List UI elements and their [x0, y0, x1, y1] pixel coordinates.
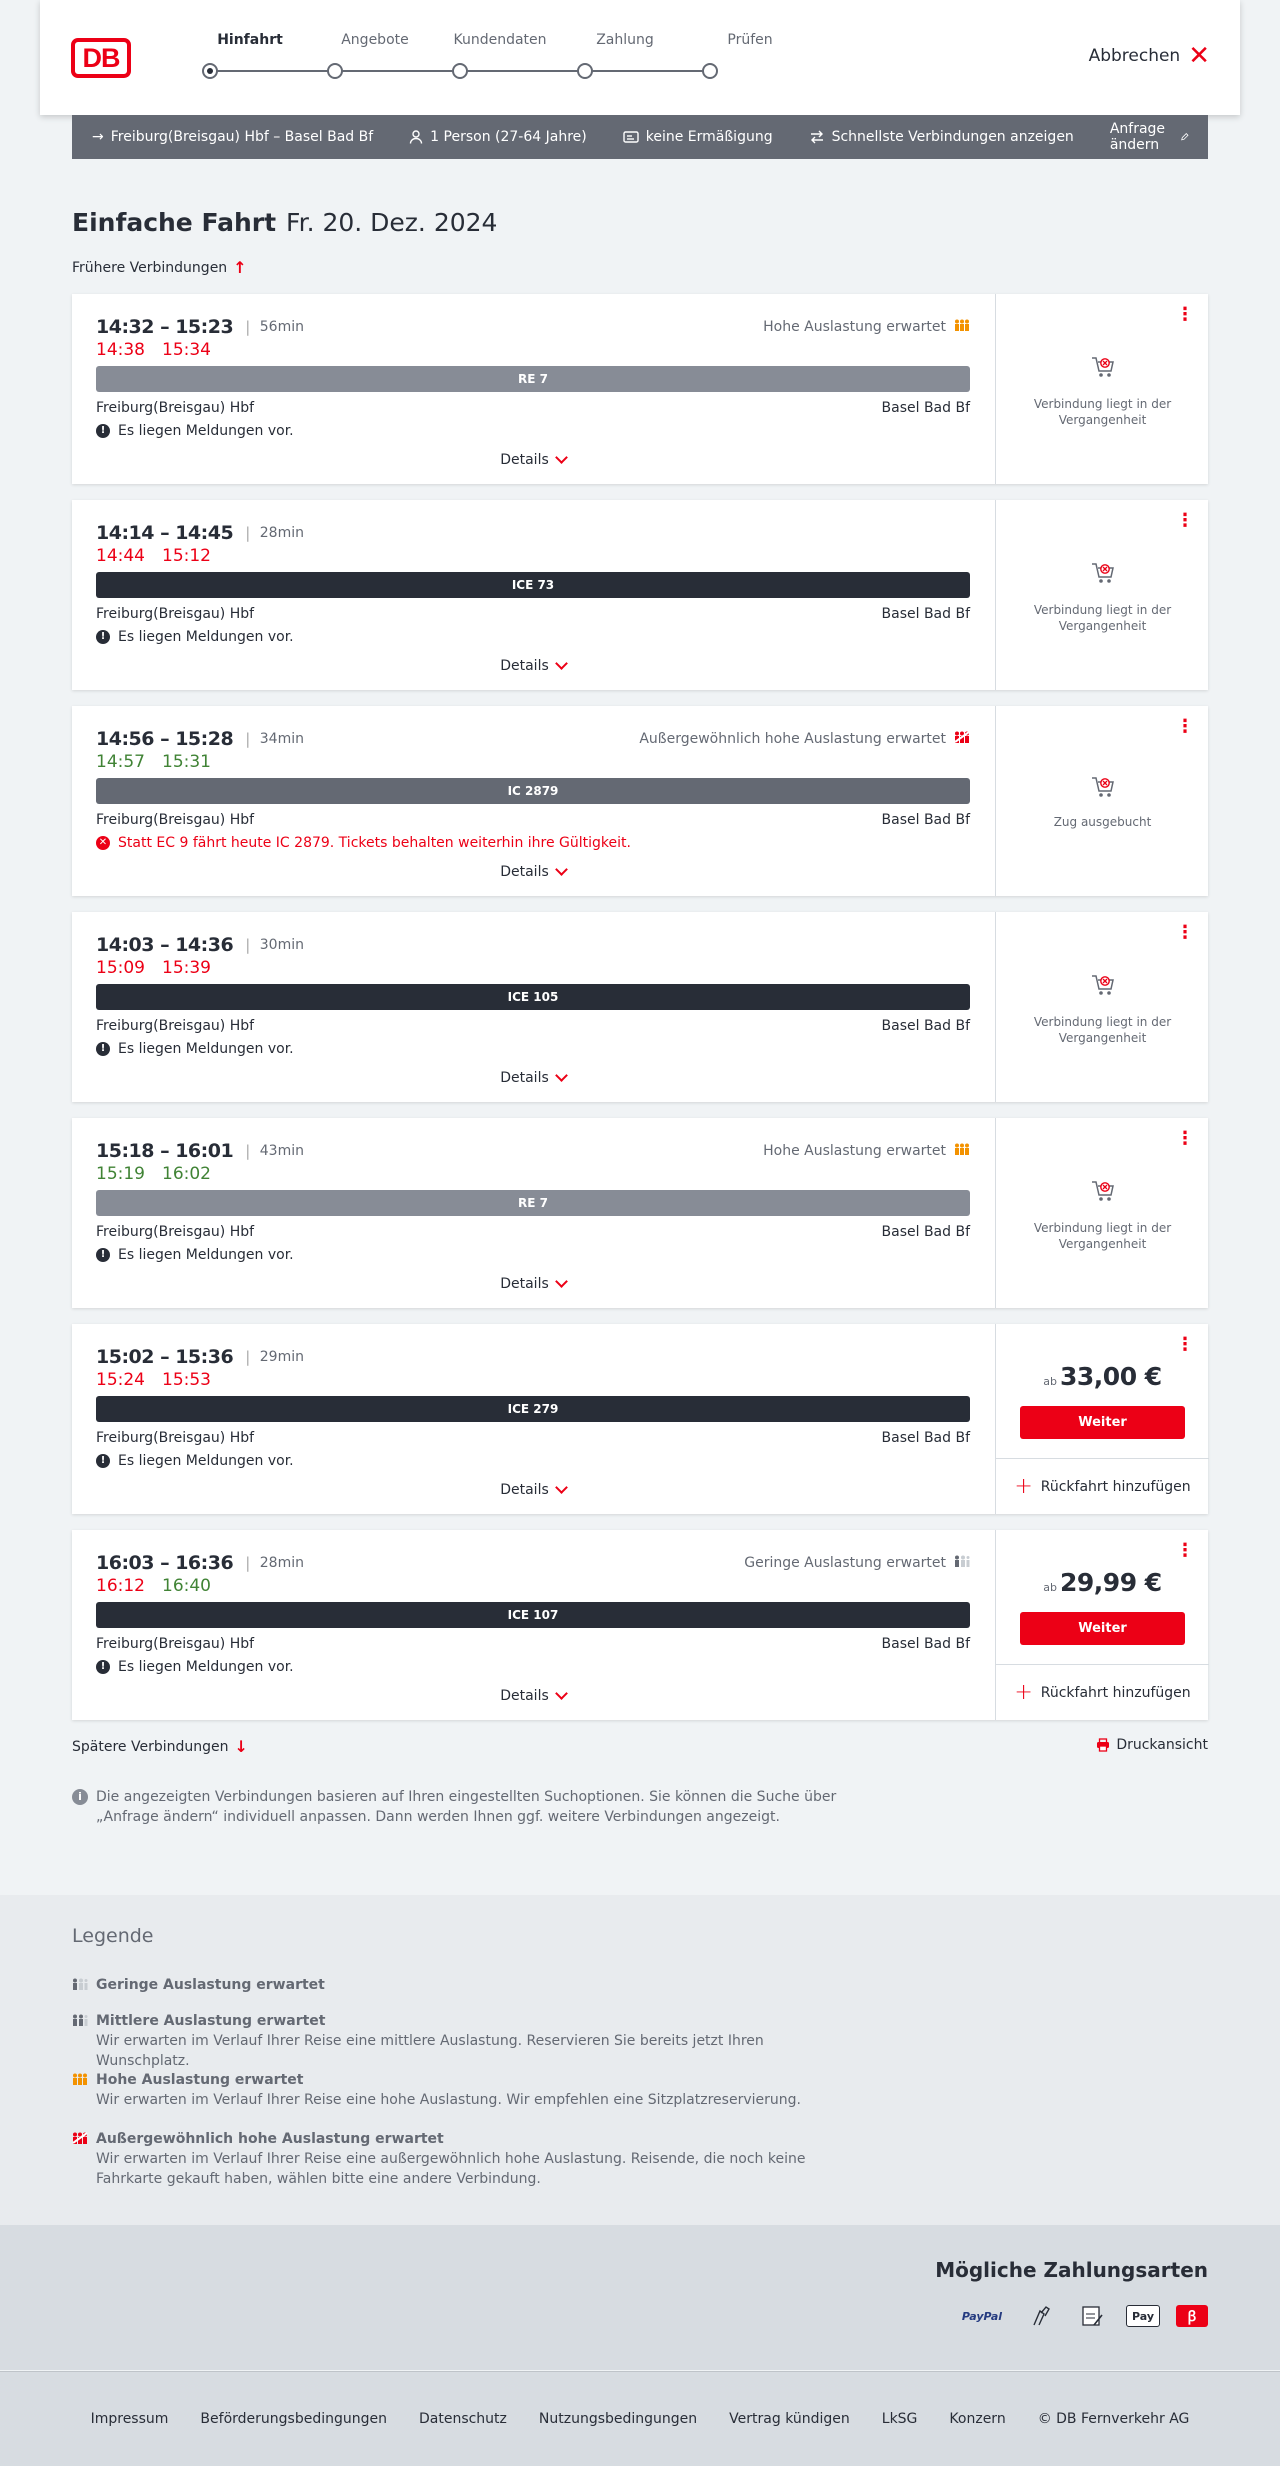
connection-times [96, 1552, 304, 1574]
legend-item-medium [72, 2011, 832, 2071]
connection-details [72, 500, 994, 690]
connection-times [96, 1346, 304, 1368]
details-label: Details [500, 864, 549, 880]
notice-message [96, 1247, 294, 1263]
message-text: Es liegen Meldungen vor. [118, 1453, 294, 1469]
duration: 30min [259, 937, 304, 953]
fastest-text: Schnellste Verbindungen anzeigen [831, 129, 1074, 145]
connection-card[interactable] [72, 1118, 1208, 1308]
db-card-icon: ꞵ [1176, 2305, 1208, 2327]
step-zahlung: Zahlung [596, 32, 654, 48]
cancel-button[interactable] [1088, 41, 1210, 71]
arrow-up-icon: ↑ [233, 258, 247, 277]
footer-link[interactable]: Impressum [90, 2411, 169, 2427]
details-toggle[interactable] [72, 658, 994, 674]
offer-panel [995, 912, 1208, 1102]
separator: | [245, 524, 250, 542]
person-icon [409, 130, 423, 144]
edit-request-label: Anfrage ändern [1109, 121, 1166, 153]
details-toggle[interactable] [72, 1070, 994, 1086]
legend-title: Legende [72, 1925, 154, 1947]
cart-unavailable-icon [1090, 354, 1116, 380]
apple-pay-label: Pay [1131, 2309, 1155, 2323]
header [40, 0, 1240, 115]
chevron-down-icon [555, 1069, 568, 1082]
more-options-icon[interactable]: ⋮ [1176, 1334, 1194, 1355]
realtime-departure: 15:09 [96, 958, 145, 978]
connection-card[interactable] [72, 1324, 1208, 1514]
exclamation-icon: ! [96, 1454, 110, 1468]
trip-type: Einfache Fahrt [72, 208, 277, 237]
footer [0, 2371, 1280, 2466]
realtime-arrival: 16:02 [162, 1164, 211, 1184]
persons-text: 1 Person (27-64 Jahre) [430, 129, 587, 145]
duration: 34min [259, 731, 304, 747]
earlier-label: Frühere Verbindungen [72, 259, 228, 276]
print-label: Druckansicht [1116, 1737, 1208, 1753]
realtime-departure: 16:12 [96, 1576, 145, 1596]
availability-status: Verbindung liegt in der Vergangenheit [1033, 1015, 1172, 1045]
origin-station: Freiburg(Breisgau) Hbf [96, 1430, 255, 1446]
availability-status: Verbindung liegt in der Vergangenheit [1033, 603, 1172, 633]
legend-low-title: Geringe Auslastung erwartet [96, 1977, 325, 1993]
persons-summary [409, 129, 587, 145]
details-label: Details [500, 1276, 549, 1292]
load-text: Hohe Auslastung erwartet [763, 319, 946, 335]
load-high-icon [954, 319, 970, 335]
footer-link[interactable]: Vertrag kündigen [729, 2411, 850, 2427]
switch-arrows-icon [809, 130, 825, 144]
separator: | [245, 318, 250, 336]
duration: 28min [259, 1555, 304, 1571]
details-toggle[interactable] [72, 452, 994, 468]
step-angebote: Angebote [341, 32, 409, 48]
load-indicator [763, 1143, 970, 1159]
step-kundendaten: Kundendaten [453, 32, 547, 48]
duration: 28min [259, 525, 304, 541]
offer-panel [995, 706, 1208, 896]
load-indicator [763, 319, 970, 335]
notice-message [96, 1453, 294, 1469]
cancel-label: Abbrechen [1088, 46, 1181, 66]
cart-unavailable-icon [1090, 774, 1116, 800]
arrow-right-icon: → [92, 129, 104, 145]
destination-station: Basel Bad Bf [881, 400, 970, 416]
scheduled-times: 15:02 – 15:36 [96, 1346, 234, 1368]
details-label: Details [500, 1688, 549, 1704]
legend-very-high-title: Außergewöhnlich hohe Auslastung erwartet [96, 2131, 444, 2147]
connection-card[interactable] [72, 500, 1208, 690]
chevron-down-icon [555, 451, 568, 464]
offer-panel [995, 500, 1208, 690]
duration: 29min [259, 1349, 304, 1365]
origin-station: Freiburg(Breisgau) Hbf [96, 606, 255, 622]
details-label: Details [500, 1070, 549, 1086]
load-text: Hohe Auslastung erwartet [763, 1143, 946, 1159]
add-return-button[interactable] [996, 1458, 1209, 1514]
search-summary-bar [72, 115, 1208, 159]
details-toggle[interactable] [72, 1276, 994, 1292]
later-connections-link[interactable] [72, 1737, 248, 1756]
notice-message [96, 1041, 294, 1057]
realtime-arrival: 16:40 [162, 1576, 211, 1596]
footer-link[interactable]: Beförderungsbedingungen [200, 2411, 387, 2427]
train-bar[interactable]: RE 7 [96, 1190, 970, 1216]
step-dot-angebote [327, 63, 343, 79]
legend-medium-title: Mittlere Auslastung erwartet [96, 2013, 326, 2029]
duration: 56min [259, 319, 304, 335]
separator: | [245, 1554, 250, 1572]
separator: | [245, 730, 250, 748]
load-very-high-icon [954, 731, 970, 747]
price-value: 29,99 € [1060, 1568, 1162, 1597]
cart-unavailable-icon [1090, 1178, 1116, 1204]
payment-title: Mögliche Zahlungsarten [935, 2258, 1208, 2282]
sepa-icon [1080, 2305, 1106, 2327]
trip-date: Fr. 20. Dez. 2024 [286, 208, 498, 237]
offer-panel [995, 1324, 1208, 1514]
scheduled-times: 15:18 – 16:01 [96, 1140, 234, 1162]
train-bar[interactable]: ICE 279 [96, 1396, 970, 1422]
message-text: Es liegen Meldungen vor. [118, 629, 294, 645]
details-toggle[interactable] [72, 864, 994, 880]
train-bar[interactable]: ICE 107 [96, 1602, 970, 1628]
train-bar[interactable]: ICE 73 [96, 572, 970, 598]
plus-icon: + [1014, 1679, 1033, 1705]
more-options-icon[interactable]: ⋮ [1176, 716, 1194, 737]
earlier-connections-link[interactable] [72, 258, 247, 277]
scheduled-times: 14:56 – 15:28 [96, 728, 234, 750]
price [996, 1362, 1209, 1391]
error-icon: ✕ [96, 836, 110, 850]
exclamation-icon: ! [96, 1660, 110, 1674]
origin-station: Freiburg(Breisgau) Hbf [96, 1636, 255, 1652]
add-return-button[interactable] [996, 1664, 1209, 1720]
price [996, 1568, 1209, 1597]
footer-link: © DB Fernverkehr AG [1037, 2411, 1190, 2427]
notice-message [96, 1659, 294, 1675]
connection-card[interactable] [72, 294, 1208, 484]
cart-unavailable-icon [1090, 560, 1116, 586]
details-label: Details [500, 658, 549, 674]
apple-pay-icon [1126, 2305, 1160, 2327]
connection-card[interactable] [72, 912, 1208, 1102]
step-hinfahrt: Hinfahrt [217, 32, 283, 48]
price-prefix: ab [1043, 1581, 1058, 1594]
step-pruefen: Prüfen [727, 32, 773, 48]
connection-details [72, 706, 994, 896]
chevron-down-icon [555, 657, 568, 670]
destination-station: Basel Bad Bf [881, 812, 970, 828]
load-text: Außergewöhnlich hohe Auslastung erwartet [639, 731, 946, 747]
plus-icon: + [1014, 1473, 1033, 1499]
footer-link[interactable]: Konzern [949, 2411, 1006, 2427]
step-dot-zahlung [577, 63, 593, 79]
exclamation-icon: ! [96, 424, 110, 438]
scheduled-times: 16:03 – 16:36 [96, 1552, 234, 1574]
add-return-label: Rückfahrt hinzufügen [1040, 1684, 1191, 1701]
legend-item-very-high [72, 2129, 832, 2189]
chevron-down-icon [555, 1687, 568, 1700]
card-icon [623, 131, 639, 143]
origin-station: Freiburg(Breisgau) Hbf [96, 812, 255, 828]
notice-message [96, 423, 294, 439]
route-summary [92, 129, 373, 145]
separator: | [245, 1348, 250, 1366]
load-text: Geringe Auslastung erwartet [744, 1555, 946, 1571]
close-icon: ✕ [1188, 41, 1210, 71]
realtime-departure: 15:19 [96, 1164, 145, 1184]
arrow-down-icon: ↓ [234, 1737, 248, 1756]
route-text: Freiburg(Breisgau) Hbf – Basel Bad Bf [110, 129, 374, 145]
origin-station: Freiburg(Breisgau) Hbf [96, 1018, 255, 1034]
connection-times [96, 934, 304, 956]
add-return-label: Rückfahrt hinzufügen [1040, 1478, 1191, 1495]
realtime-departure: 14:38 [96, 340, 145, 360]
exclamation-icon: ! [96, 630, 110, 644]
availability-status: Verbindung liegt in der Vergangenheit [1033, 397, 1172, 427]
footer-link[interactable]: Nutzungsbedingungen [538, 2411, 698, 2427]
realtime-departure: 14:57 [96, 752, 145, 772]
cart-unavailable-icon [1090, 972, 1116, 998]
chevron-down-icon [555, 1275, 568, 1288]
step-dot-kundendaten [452, 63, 468, 79]
realtime-arrival: 15:31 [162, 752, 211, 772]
realtime-departure: 14:44 [96, 546, 145, 566]
connection-card[interactable] [72, 706, 1208, 896]
discount-summary [623, 129, 773, 145]
footer-link[interactable]: Datenschutz [418, 2411, 507, 2427]
message-text: Statt EC 9 fährt heute IC 2879. Tickets behalten weiterhin ihre Gültigkeit. [118, 835, 631, 851]
details-toggle[interactable] [72, 1688, 994, 1704]
scheduled-times: 14:32 – 15:23 [96, 316, 234, 338]
price-prefix: ab [1043, 1375, 1058, 1388]
direct-debit-icon [1030, 2305, 1056, 2327]
availability-status: Zug ausgebucht [1053, 815, 1152, 829]
discount-text: keine Ermäßigung [645, 129, 773, 145]
legend-medium-text: Wir erwarten im Verlauf Ihrer Reise eine mittlere Auslastung. Reservieren Sie bereits jetzt Ihren Wunschplatz. [96, 2033, 764, 2069]
offer-panel [995, 1118, 1208, 1308]
message-text: Es liegen Meldungen vor. [118, 1247, 294, 1263]
realtime-departure: 15:24 [96, 1370, 145, 1390]
connection-details [72, 294, 994, 484]
exclamation-icon: ! [96, 1042, 110, 1056]
realtime-arrival: 15:34 [162, 340, 211, 360]
origin-station: Freiburg(Breisgau) Hbf [96, 1224, 255, 1240]
edit-request-button[interactable] [1110, 121, 1189, 153]
details-label: Details [500, 452, 549, 468]
chevron-down-icon [555, 863, 568, 876]
pencil-icon [1180, 129, 1189, 145]
step-dot-hinfahrt [202, 63, 218, 79]
connection-times [96, 728, 304, 750]
footer-link[interactable]: LkSG [881, 2411, 918, 2427]
info-icon: i [72, 1789, 88, 1805]
load-indicator [639, 731, 970, 747]
load-low-icon [954, 1555, 970, 1571]
later-label: Spätere Verbindungen [72, 1738, 229, 1755]
load-low-icon [72, 1978, 88, 1990]
search-info-note [72, 1787, 852, 1827]
legend-item-high [72, 2070, 832, 2110]
more-options-icon[interactable]: ⋮ [1176, 510, 1194, 531]
step-dot-pruefen [702, 63, 718, 79]
notice-message [96, 629, 294, 645]
connection-times [96, 1140, 304, 1162]
continue-button[interactable]: Weiter [1020, 1406, 1185, 1439]
destination-station: Basel Bad Bf [881, 1224, 970, 1240]
connection-card[interactable] [72, 1530, 1208, 1720]
legend-very-high-text: Wir erwarten im Verlauf Ihrer Reise eine außergewöhnlich hohe Auslastung. Reisende, die noch keine Fahrkarte gekauft haben, wählen bitte eine andere Verbindung. [96, 2151, 806, 2187]
separator: | [245, 936, 250, 954]
load-very-high-icon [72, 2132, 88, 2144]
more-options-icon[interactable]: ⋮ [1176, 1540, 1194, 1561]
destination-station: Basel Bad Bf [881, 606, 970, 622]
paypal-icon: PayPal [961, 2309, 1003, 2323]
chevron-down-icon [555, 1481, 568, 1494]
load-high-icon [954, 1143, 970, 1159]
message-text: Es liegen Meldungen vor. [118, 1659, 294, 1675]
destination-station: Basel Bad Bf [881, 1430, 970, 1446]
train-bar[interactable]: RE 7 [96, 366, 970, 392]
more-options-icon[interactable]: ⋮ [1176, 1128, 1194, 1149]
duration: 43min [259, 1143, 304, 1159]
continue-button[interactable]: Weiter [1020, 1612, 1185, 1645]
connection-details [72, 1118, 994, 1308]
details-toggle[interactable] [72, 1482, 994, 1498]
origin-station: Freiburg(Breisgau) Hbf [96, 400, 255, 416]
details-label: Details [500, 1482, 549, 1498]
message-text: Es liegen Meldungen vor. [118, 423, 294, 439]
destination-station: Basel Bad Bf [881, 1636, 970, 1652]
connection-details [72, 1324, 994, 1514]
scheduled-times: 14:14 – 14:45 [96, 522, 234, 544]
price-value: 33,00 € [1060, 1362, 1162, 1391]
fastest-option[interactable] [809, 129, 1074, 145]
db-logo[interactable]: DB [71, 38, 131, 78]
more-options-icon[interactable]: ⋮ [1176, 922, 1194, 943]
train-bar[interactable]: IC 2879 [96, 778, 970, 804]
realtime-arrival: 15:53 [162, 1370, 211, 1390]
load-indicator [744, 1555, 970, 1571]
print-view-link[interactable] [1096, 1737, 1208, 1753]
message-text: Es liegen Meldungen vor. [118, 1041, 294, 1057]
realtime-arrival: 15:12 [162, 546, 211, 566]
offer-panel [995, 294, 1208, 484]
offer-panel [995, 1530, 1208, 1720]
payment-methods [0, 2225, 1280, 2370]
load-medium-icon [72, 2014, 88, 2026]
scheduled-times: 14:03 – 14:36 [96, 934, 234, 956]
connection-times [96, 522, 304, 544]
disruption-message [96, 835, 631, 851]
exclamation-icon: ! [96, 1248, 110, 1262]
legend-high-text: Wir erwarten im Verlauf Ihrer Reise eine hohe Auslastung. Wir empfehlen eine Sitzplatzreservierung. [96, 2092, 801, 2108]
legend [0, 1895, 1280, 2225]
separator: | [245, 1142, 250, 1160]
destination-station: Basel Bad Bf [881, 1018, 970, 1034]
availability-status: Verbindung liegt in der Vergangenheit [1033, 1221, 1172, 1251]
legend-high-title: Hohe Auslastung erwartet [96, 2072, 304, 2088]
realtime-arrival: 15:39 [162, 958, 211, 978]
print-icon [1096, 1738, 1110, 1752]
train-bar[interactable]: ICE 105 [96, 984, 970, 1010]
load-high-icon [72, 2073, 88, 2085]
connection-times [96, 316, 304, 338]
page-title [72, 208, 497, 237]
connection-details [72, 1530, 994, 1720]
info-text: Die angezeigten Verbindungen basieren auf Ihren eingestellten Suchoptionen. Sie können die Suche über „Anfrage ändern“ individuell anpassen. Dann werden Ihnen ggf. weitere Verbindungen angezeigt. [96, 1789, 837, 1825]
more-options-icon[interactable]: ⋮ [1176, 304, 1194, 325]
connection-details [72, 912, 994, 1102]
legend-item-low [72, 1975, 832, 1995]
